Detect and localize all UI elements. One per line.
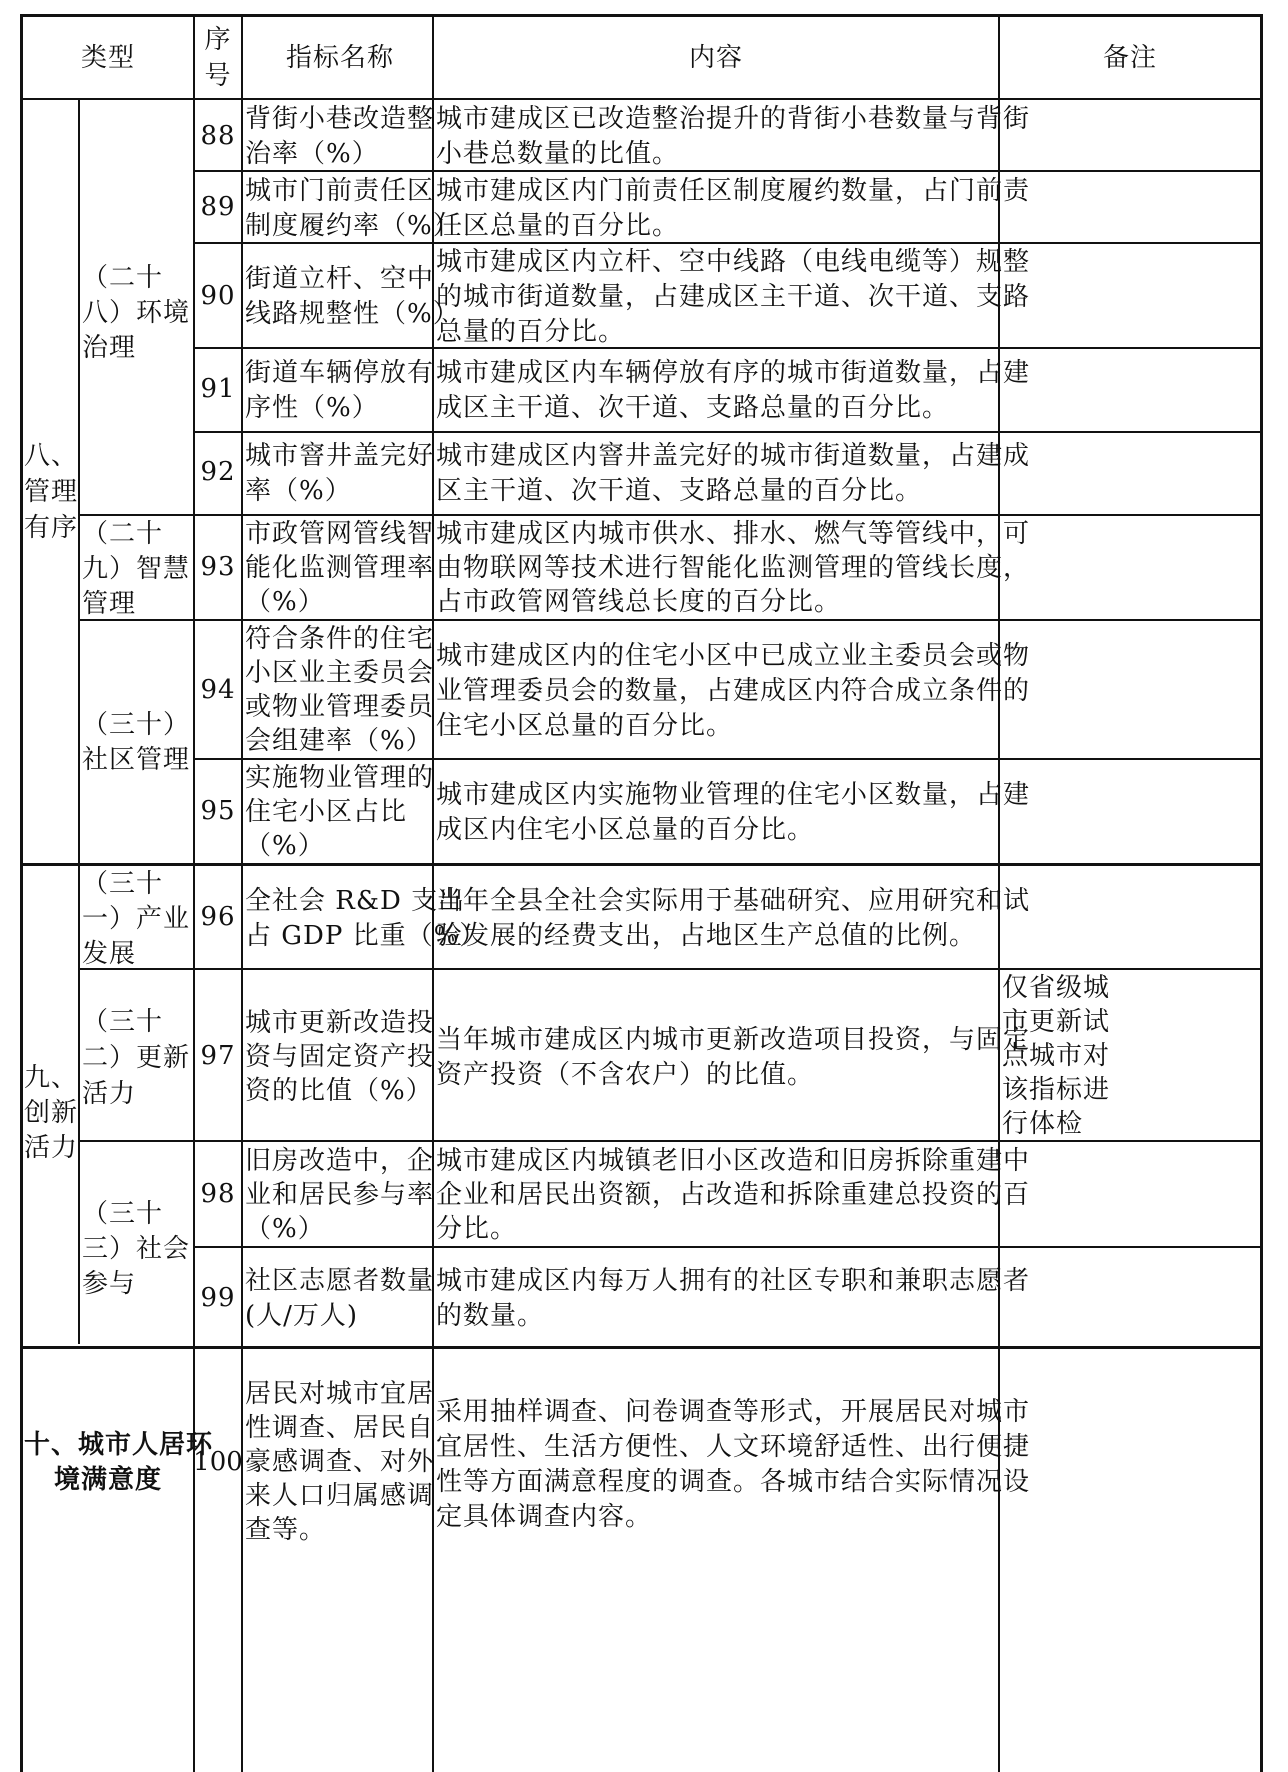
row-content-line: 验发展的经费支出，占地区生产总值的比例。 [436, 921, 977, 951]
row-remark-line: 该指标进 [1002, 1075, 1111, 1105]
row-content-line: 城市建成区内城镇老旧小区改造和旧房拆除重建中 [436, 1146, 1031, 1176]
header-seq-line1: 序 [204, 25, 232, 55]
row-content-line: 业管理委员会的数量，占建成区内符合成立条件的 [436, 676, 1031, 706]
row-seq: 92 [200, 457, 236, 487]
row-name-line: 资与固定资产投 [245, 1042, 435, 1072]
row-content-line: 成区内住宅小区总量的百分比。 [436, 815, 815, 845]
row-name-line: （%） [245, 831, 325, 861]
table-border-left [20, 14, 23, 1772]
row-seq: 88 [200, 121, 236, 151]
divider [193, 347, 1261, 349]
subsection-label: （二十 [82, 263, 164, 293]
row-seq: 94 [200, 675, 236, 705]
row-content-line: 的城市街道数量，占建成区主干道、次干道、支路 [436, 282, 1031, 312]
header-name: 指标名称 [286, 43, 395, 73]
row-name-line: 旧房改造中，企 [245, 1146, 435, 1176]
row-content-line: 企业和居民出资额，占改造和拆除重建总投资的百 [436, 1180, 1031, 1210]
row-seq: 98 [200, 1179, 236, 1209]
subsection-label: 三）社会 [82, 1234, 191, 1264]
row-name-line: 查等。 [245, 1515, 327, 1545]
row-content-line: 资产投资（不含农户）的比值。 [436, 1060, 815, 1090]
table-border-top [20, 14, 1263, 17]
subsection-label: 发展 [82, 939, 137, 969]
row-content-line: 当年城市建成区内城市更新改造项目投资，与固定 [436, 1025, 1031, 1055]
row-content-line: 城市建成区内车辆停放有序的城市街道数量，占建 [436, 358, 1031, 388]
subsection-label: 八）环境 [82, 298, 191, 328]
subsection-label: 管理 [82, 589, 137, 619]
subsection-label: 治理 [82, 333, 137, 363]
row-content-line: 分比。 [436, 1214, 518, 1244]
subsection-label: （二十 [82, 519, 164, 549]
divider [193, 431, 1261, 433]
row-content-line: 城市建成区内门前责任区制度履约数量，占门前责 [436, 176, 1031, 206]
row-remark-line: 点城市对 [1002, 1041, 1111, 1071]
row-content-line: 城市建成区内每万人拥有的社区专职和兼职志愿者 [436, 1266, 1031, 1296]
section-label: 活力 [24, 1133, 79, 1163]
row-name-line: 街道立杆、空中 [245, 264, 435, 294]
row-seq: 93 [200, 552, 236, 582]
section-label: 十、城市人居环 [24, 1430, 214, 1460]
row-name-line: 市政管网管线智 [245, 519, 435, 549]
divider [193, 1246, 1261, 1248]
row-content-line: 占市政管网管线总长度的百分比。 [436, 587, 842, 617]
section-label: 创新 [24, 1098, 79, 1128]
divider [241, 14, 243, 1772]
row-content-line: 城市建成区内立杆、空中线路（电线电缆等）规整 [436, 247, 1031, 277]
row-content-line: 城市建成区内的住宅小区中已成立业主委员会或物 [436, 641, 1031, 671]
row-content-line: 性等方面满意程度的调查。各城市结合实际情况设 [436, 1467, 1031, 1497]
subsection-label: 二）更新 [82, 1043, 191, 1073]
row-name-line: 实施物业管理的 [245, 763, 435, 793]
header-content: 内容 [688, 43, 743, 73]
row-seq: 96 [200, 902, 236, 932]
row-content-line: 城市建成区内实施物业管理的住宅小区数量，占建 [436, 780, 1031, 810]
section-label: 境满意度 [53, 1465, 162, 1495]
row-content-line: 总量的百分比。 [436, 317, 626, 347]
row-seq: 100 [193, 1447, 243, 1477]
row-content-line: 任区总量的百分比。 [436, 211, 680, 241]
row-content-line: 宜居性、生活方便性、人文环境舒适性、出行便捷 [436, 1432, 1031, 1462]
row-remark-line: 市更新试 [1002, 1007, 1111, 1037]
subsection-label: 活力 [82, 1079, 137, 1109]
header-remark: 备注 [1102, 43, 1157, 73]
row-seq: 95 [200, 796, 236, 826]
row-remark-line: 仅省级城 [1002, 973, 1111, 1003]
row-content-line: 小巷总数量的比值。 [436, 139, 680, 169]
row-content-line: 城市建成区已改造整治提升的背街小巷数量与背街 [436, 104, 1031, 134]
row-name-line: 来人口归属感调 [245, 1481, 435, 1511]
row-name-line: 城市门前责任区 [245, 176, 435, 206]
row-name-line: 序性（%） [245, 393, 379, 423]
row-content-line: 住宅小区总量的百分比。 [436, 711, 734, 741]
row-name-line: 背街小巷改造整 [245, 104, 435, 134]
row-content-line: 采用抽样调查、问卷调查等形式，开展居民对城市 [436, 1397, 1031, 1427]
row-content-line: 当年全县全社会实际用于基础研究、应用研究和试 [436, 886, 1031, 916]
row-name-line: 居民对城市宜居 [245, 1379, 435, 1409]
subsection-label: （三十 [82, 1199, 164, 1229]
row-content-line: 定具体调查内容。 [436, 1502, 653, 1532]
subsection-label: 一）产业 [82, 904, 191, 934]
header-type: 类型 [80, 43, 135, 73]
row-name-line: 符合条件的住宅 [245, 624, 435, 654]
section-label: 管理 [24, 477, 79, 507]
row-name-line: 占 GDP 比重（%） [245, 921, 487, 951]
table-border-right [1260, 14, 1263, 1772]
row-name-line: （%） [245, 1214, 325, 1244]
divider [20, 1346, 1263, 1349]
divider [20, 98, 1263, 100]
row-seq: 89 [200, 192, 236, 222]
row-content-line: 由物联网等技术进行智能化监测管理的管线长度， [436, 553, 1031, 583]
header-seq-line2: 号 [204, 61, 232, 91]
row-seq: 91 [200, 374, 236, 404]
row-name-line: （%） [245, 587, 325, 617]
row-seq: 97 [200, 1041, 236, 1071]
row-name-line: 治率（%） [245, 139, 379, 169]
row-name-line: 制度履约率（%） [245, 211, 460, 241]
divider [78, 100, 80, 864]
subsection-label: 社区管理 [82, 745, 191, 775]
row-name-line: 率（%） [245, 476, 352, 506]
row-name-line: (人/万人) [245, 1301, 359, 1331]
row-name-line: 社区志愿者数量 [245, 1266, 435, 1296]
row-name-line: 性调查、居民自 [245, 1413, 435, 1443]
divider [20, 863, 1263, 866]
row-content-line: 城市建成区内城市供水、排水、燃气等管线中，可 [436, 519, 1031, 549]
row-name-line: 全社会 R&D 支出 [245, 886, 466, 916]
row-seq: 90 [200, 281, 236, 311]
row-name-line: 小区业主委员会 [245, 658, 435, 688]
row-content-line: 成区主干道、次干道、支路总量的百分比。 [436, 393, 950, 423]
row-name-line: 街道车辆停放有 [245, 358, 435, 388]
row-name-line: 线路规整性（%） [245, 299, 460, 329]
row-remark-line: 行体检 [1002, 1109, 1084, 1139]
section-label: 九、 [24, 1063, 79, 1093]
row-seq: 99 [200, 1283, 236, 1313]
row-name-line: 城市更新改造投 [245, 1008, 435, 1038]
row-name-line: 城市窨井盖完好 [245, 441, 435, 471]
section-label: 有序 [24, 513, 79, 543]
row-name-line: 豪感调查、对外 [245, 1447, 435, 1477]
section-label: 八、 [24, 441, 79, 471]
divider [78, 1140, 1261, 1142]
row-name-line: 能化监测管理率 [245, 553, 435, 583]
subsection-label: 参与 [82, 1269, 137, 1299]
row-content-line: 城市建成区内窨井盖完好的城市街道数量，占建成 [436, 441, 1031, 471]
subsection-label: （三十 [82, 1007, 164, 1037]
subsection-label: （三十 [82, 869, 164, 899]
row-name-line: 业和居民参与率 [245, 1180, 435, 1210]
row-name-line: 住宅小区占比 [245, 797, 408, 827]
subsection-label: （三十） [82, 710, 191, 740]
row-content-line: 区主干道、次干道、支路总量的百分比。 [436, 476, 923, 506]
row-name-line: 资的比值（%） [245, 1076, 433, 1106]
row-content-line: 的数量。 [436, 1301, 545, 1331]
divider [78, 866, 80, 1344]
row-name-line: 会组建率（%） [245, 726, 433, 756]
subsection-label: 九）智慧 [82, 554, 191, 584]
row-name-line: 或物业管理委员 [245, 692, 435, 722]
